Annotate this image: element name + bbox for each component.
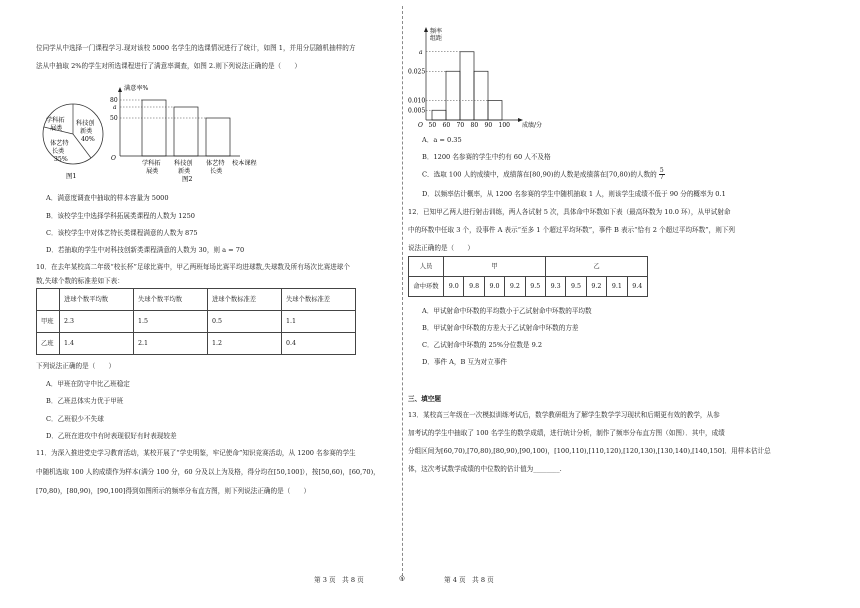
q12-option-a: A．甲试射命中环数的平均数小于乙试射命中环数的平均数 xyxy=(422,307,592,315)
q12-line-1: 12．已知甲乙两人进行射击训练，两人各试射 5 次，具体命中环数如下表（最高环数为 10.0 环），从甲试射命 xyxy=(408,208,731,216)
q10-option-b: B．乙班总体实力优于甲班 xyxy=(46,397,124,405)
bar-y-tick: O xyxy=(111,155,116,162)
bar-y-title: 满意率% xyxy=(124,85,149,92)
q12-table xyxy=(408,256,648,297)
table-header: 失球个数平均数 xyxy=(134,289,208,311)
table-header: 乙 xyxy=(545,257,647,277)
q9-option-d: D．若抽取的学生中对科技创新类课程满意的人数为 30，则 a = 70 xyxy=(46,246,245,254)
figure-1-pie-chart xyxy=(36,92,116,182)
bar-y-tick: 50 xyxy=(110,115,118,122)
q10-option-d: D．乙班在进攻中有时表现很好有时表现较差 xyxy=(46,432,177,440)
histogram-y-tick: 0.025 xyxy=(408,68,426,76)
pie-label: 科技创 xyxy=(76,120,95,127)
histogram-bar xyxy=(460,52,474,120)
q9-intro-line-2: 法从中抽取 2%的学生对所选课程进行了满意率调查，如图 2.则下列说法正确的是（ ） xyxy=(36,62,301,70)
table-cell: 9.2 xyxy=(586,277,606,297)
q9-option-c: C．该校学生中对体艺特长类课程满意的人数为 875 xyxy=(46,229,198,237)
histogram-y-tick: a xyxy=(419,48,423,56)
pie-label: 35% xyxy=(54,156,68,163)
q12-line-3: 说法正确的是（ ） xyxy=(408,244,474,252)
bar xyxy=(206,118,230,156)
fraction xyxy=(659,168,665,181)
histogram-bar xyxy=(488,101,502,121)
q11-line-1: 11．为深入推进党史学习教育活动，某校开展了“学史明鉴，牢记使命”知识竞赛活动，从 1200 名参赛的学生 xyxy=(36,449,356,457)
histogram-x-tick: 80 xyxy=(470,122,479,128)
q10-line-1: 10．在去年某校高二年级“校长杯”足球比赛中，甲乙两班每场比赛平均进球数,失球数及所有场次比赛进球个 xyxy=(36,263,350,271)
q11-option-a: A．a = 0.35 xyxy=(422,136,462,144)
pie-label: 体艺特 xyxy=(50,140,69,147)
table-header xyxy=(37,289,60,311)
q13-line-1: 13．某校高三年级在一次模拟训练考试后，数学教研组为了解学生数学学习现状和后期更有效的教学，从参 xyxy=(408,411,720,419)
table-cell: 9.0 xyxy=(444,277,464,297)
table-cell: 1.4 xyxy=(60,333,134,355)
hist-y-title: 组距 xyxy=(430,35,443,42)
bar-y-tick: a xyxy=(113,104,117,111)
q12-line-2: 中的环数中任取 3 个，设事件 A 表示“至多 1 个超过平均环数”，事件 B 表示“恰有 2 个超过平均环数”，则下列 xyxy=(408,226,735,234)
q12-option-d: D．事件 A，B 互为对立事件 xyxy=(422,358,508,366)
table-cell: 9.5 xyxy=(566,277,586,297)
bar-x-label: 学科拓 xyxy=(142,160,161,167)
hist-y-title: 频率 xyxy=(430,28,443,35)
table-cell: 1.5 xyxy=(134,311,208,333)
histogram-y-tick: 0.010 xyxy=(408,97,426,105)
histogram-bar xyxy=(432,110,446,120)
page-number-left: 第 3 页 共 8 页 xyxy=(314,576,364,584)
q9-option-a: A．满意度调查中抽取的样本容量为 5000 xyxy=(46,194,169,202)
column-divider xyxy=(402,6,403,581)
bar-x-label: 科技创 xyxy=(174,160,193,167)
bar-x-suffix: 校本课程 xyxy=(232,160,257,167)
bar xyxy=(142,100,166,156)
table-header: 失球个数标准差 xyxy=(282,289,356,311)
q10-table xyxy=(36,288,356,355)
histogram-x-tick: 60 xyxy=(442,122,451,128)
histogram-y-tick: 0.005 xyxy=(408,107,426,115)
q11-option-c-text: C．选取 100 人的成绩中，成绩落在[80,90)的人数是成绩落在[70,80)的人数的 xyxy=(422,170,657,179)
table-cell: 2.1 xyxy=(134,333,208,355)
histogram-chart xyxy=(408,24,558,128)
bar xyxy=(174,107,198,156)
table-cell: 0.5 xyxy=(208,311,282,333)
table-row xyxy=(409,277,648,297)
center-mark-icon: ◎ xyxy=(399,574,405,582)
table-cell: 9.5 xyxy=(525,277,545,297)
q11-line-2: 中随机选取 100 人的成绩作为样本(满分 100 分，60 分及以上为及格，得分均在[50,100]），按[50,60)，[60,70)， xyxy=(36,468,380,476)
pie-label: 40% xyxy=(81,136,95,143)
q13-line-2: 加考试的学生中抽取了 100 名学生的数学成绩，进行统计分析，制作了频率分布直方图（如图）．其中，成绩 xyxy=(408,429,725,437)
q10-prompt: 下列说法正确的是（ ） xyxy=(36,362,116,370)
fraction-denominator: 7 xyxy=(659,174,664,181)
page-number-right: 第 4 页 共 8 页 xyxy=(444,576,494,584)
table-cell: 2.3 xyxy=(60,311,134,333)
q12-option-c: C．乙试射命中环数的 25%分位数是 9.2 xyxy=(422,341,543,349)
q12-option-b: B．甲试射命中环数的方差大于乙试射命中环数的方差 xyxy=(422,324,579,332)
q10-option-c: C．乙班很少不失球 xyxy=(46,415,104,423)
pie-label: 展类 xyxy=(50,125,63,132)
q10-line-2: 数,失球个数的标准差如下表： xyxy=(36,277,124,285)
histogram-bar xyxy=(446,71,460,120)
q13-line-4: 体，这次考试数学成绩的中位数的估计值为________. xyxy=(408,465,562,473)
table-cell: 1.1 xyxy=(282,311,356,333)
histogram-bar xyxy=(474,71,488,120)
table-header: 进球个数平均数 xyxy=(60,289,134,311)
table-header: 进球个数标准差 xyxy=(208,289,282,311)
bar-x-label: 新类 xyxy=(178,168,191,175)
table-cell: 9.2 xyxy=(505,277,525,297)
q11-line-3: [70,80)，[80,90)，[90,100]得到如图所示的频率分布直方图，则下列说法正确的是（ ） xyxy=(36,487,311,495)
q13-line-3: 分组区间为[60,70),[70,80),[80,90),[90,100)，[100,110),[110,120),[120,130),[130,140),[140,150]．用样本估计总 xyxy=(408,447,771,455)
table-row xyxy=(37,333,356,355)
table-cell: 乙班 xyxy=(37,333,60,355)
figure-2-caption: 图2 xyxy=(182,175,193,183)
figure-2-bar-chart xyxy=(108,80,288,184)
table-header: 甲 xyxy=(444,257,546,277)
table-cell: 9.4 xyxy=(627,277,647,297)
table-cell: 9.3 xyxy=(545,277,565,297)
table-cell: 命中环数 xyxy=(409,277,444,297)
table-cell: 甲班 xyxy=(37,311,60,333)
hist-origin: O xyxy=(418,122,423,128)
bar-x-label: 体艺特 xyxy=(206,160,225,167)
q9-option-b: B．该校学生中选择学科拓展类课程的人数为 1250 xyxy=(46,212,196,220)
table-header: 人员 xyxy=(409,257,444,277)
table-cell: 9.8 xyxy=(464,277,484,297)
pie-label: 新类 xyxy=(80,128,93,135)
table-row xyxy=(37,311,356,333)
table-cell: 0.4 xyxy=(282,333,356,355)
q11-option-b: B．1200 名参赛的学生中约有 60 人不及格 xyxy=(422,153,551,161)
pie-label: 长类 xyxy=(52,148,65,155)
q10-option-a: A．甲班在防守中比乙班稳定 xyxy=(46,380,130,388)
histogram-x-tick: 50 xyxy=(428,122,437,128)
bar-x-label: 长类 xyxy=(210,168,223,175)
histogram-x-tick: 100 xyxy=(498,122,510,128)
table-cell: 9.0 xyxy=(484,277,504,297)
bar-y-tick: 80 xyxy=(110,97,118,104)
figure-1-caption: 图1 xyxy=(66,172,77,180)
pie-label: 学科拓 xyxy=(46,117,65,124)
histogram-x-tick: 90 xyxy=(484,122,493,128)
table-cell: 9.1 xyxy=(607,277,627,297)
q9-intro-line-1: 位同学从中选择一门课程学习.现对该校 5000 名学生的选课情况进行了统计，如图 1，并用分层随机抽样的方 xyxy=(36,44,356,52)
bar-x-label: 展类 xyxy=(146,168,159,175)
histogram-x-tick: 70 xyxy=(456,122,465,128)
q11-option-d: D．以频率估计概率，从 1200 名参赛的学生中随机抽取 1 人，则该学生成绩不低于 90 分的概率为 0.1 xyxy=(422,190,726,198)
q11-option-c xyxy=(422,168,665,181)
fraction-numerator: 5 xyxy=(659,167,664,174)
hist-x-title: 成绩/分 xyxy=(522,122,543,128)
table-cell: 1.2 xyxy=(208,333,282,355)
section-title: 三、填空题 xyxy=(408,395,441,403)
